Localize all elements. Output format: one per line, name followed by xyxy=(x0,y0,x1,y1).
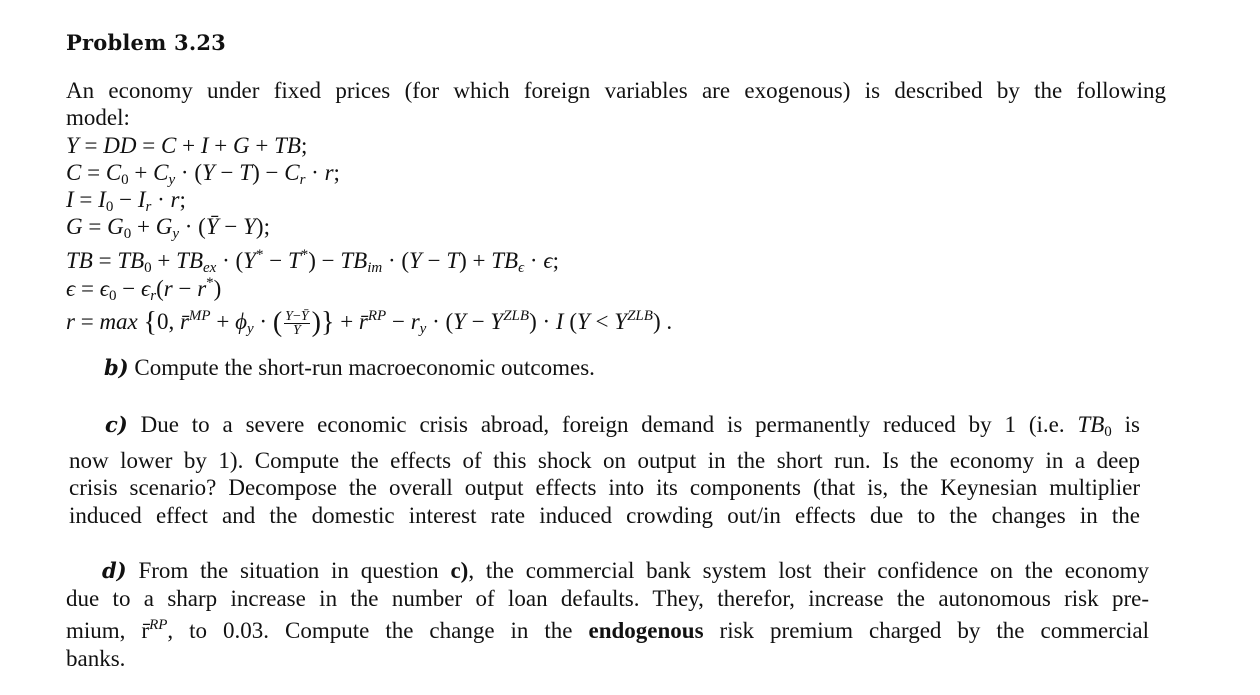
problem-title: Problem 3.23 xyxy=(66,30,226,55)
question-c-line-3: crisis scenario? Decompose the overall output effects into its components (that is, the Keynesian multiplier xyxy=(69,475,1140,500)
equation-interest-rule: r = max {0, r̄$^{MP}$ + $\phi_y$ · ( $\frac{Y-Ȳ}{Ȳ}$ )} + r̄$^{RP}$ − $r_y \cdot (Y - Y^{ZLB}) \cdot I$ $(Y < Y^{ZLB})$ . xyxy=(66,307,673,339)
equation-trade-balance: TB = $TB_0 + TB_{ex} \cdot (Y^* - T^*) - TB_{im} \cdot (Y - T) + TB_\epsilon \cdot \epsilon$; xyxy=(66,247,559,276)
question-c-line-1: c) Due to a severe economic crisis abroad, foreign demand is permanently reduced by 1 (i.e. $TB_0$ is xyxy=(105,412,1140,440)
question-c-label: c) xyxy=(105,412,128,437)
question-d-line-4: banks. xyxy=(66,645,126,671)
intro-line-2: model: xyxy=(66,105,130,130)
question-c-line-4: induced effect and the domestic interest rate induced crowding out/in effects due to the changes in the xyxy=(69,502,1140,528)
endogenous-emphasis: endogenous xyxy=(588,618,704,643)
question-d-reference: c) xyxy=(450,558,469,583)
question-c xyxy=(69,411,1140,529)
question-c-line-2: now lower by 1). Compute the effects of this shock on output in the short run. Is the economy in a deep xyxy=(69,447,1140,473)
equation-government: $G = G_0 + G_y$ · (Ȳ − Y); xyxy=(66,214,270,242)
question-d-label: d) xyxy=(102,558,127,583)
equation-consumption: $C = C_0 + C_y \cdot (Y - T) - C_r \cdot r$; xyxy=(66,160,340,188)
question-b-label: b) xyxy=(104,355,129,380)
equation-output: Y = DD = C + I + G + TB; xyxy=(66,133,308,158)
question-b-text: Compute the short-run macroeconomic outcomes. xyxy=(134,355,595,380)
intro-line-1: An economy under fixed prices (for which foreign variables are exogenous) is described by the following xyxy=(66,78,1166,103)
equation-investment: $I = I_0 - I_r \cdot r$; xyxy=(66,187,186,215)
equation-exchange-rate: $\epsilon = \epsilon_0 - \epsilon_r(r - r^*)$ xyxy=(66,275,222,304)
question-d xyxy=(66,557,1149,672)
question-d-line-2: due to a sharp increase in the number of loan defaults. They, therefor, increase the autonomous risk pre- xyxy=(66,585,1149,611)
question-d-line-3: mium, r̄$^{RP}$, to 0.03. Compute the change in the endogenous risk premium charged by the commercial xyxy=(66,617,1150,643)
question-b xyxy=(104,354,1144,382)
question-d-line-1: d) From the situation in question c), the commercial bank system lost their confidence on the economy xyxy=(102,558,1150,583)
